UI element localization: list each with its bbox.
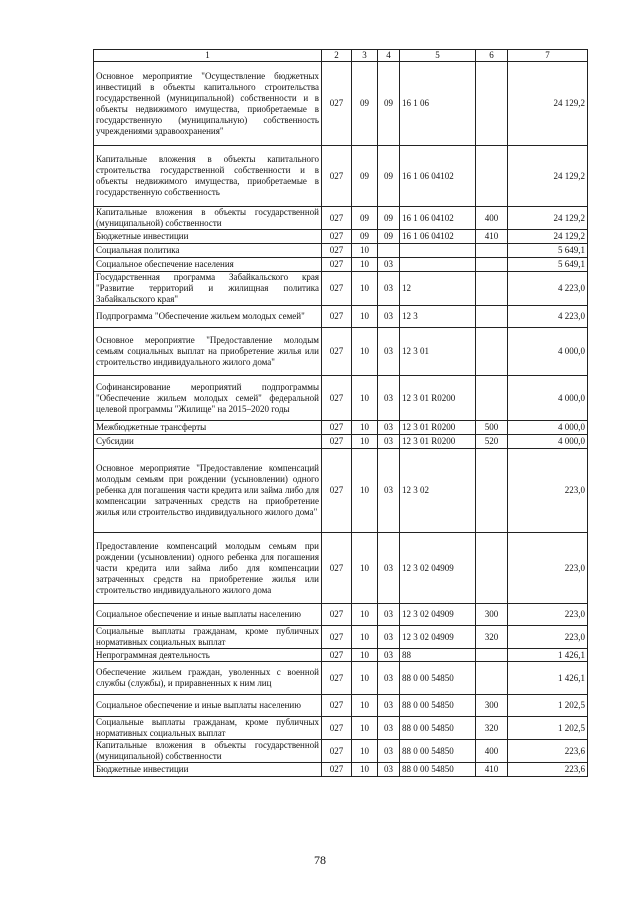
- table-row: [94, 207, 588, 230]
- table-row: [94, 533, 588, 604]
- cell-amount: 1 202,5: [508, 717, 588, 740]
- table-header-row: [94, 50, 588, 62]
- cell-subsection: 03: [378, 717, 400, 740]
- cell-subsection: 03: [378, 763, 400, 777]
- cell-name: Обеспечение жильем граждан, уволенных с военной службы (службы), и приравненных к ним лиц: [94, 662, 322, 695]
- cell-amount: 24 129,2: [508, 62, 588, 146]
- cell-section: 10: [352, 763, 378, 777]
- table-row: [94, 740, 588, 763]
- cell-name: Межбюджетные трансферты: [94, 421, 322, 435]
- cell-target-item: 88 0 00 54850: [400, 763, 476, 777]
- cell-subsection: 03: [378, 421, 400, 435]
- cell-amount: 1 202,5: [508, 695, 588, 717]
- cell-section: 10: [352, 449, 378, 533]
- cell-admin-code: 027: [322, 717, 352, 740]
- cell-target-item: 12 3 01 R0200: [400, 376, 476, 421]
- cell-expense-type: 300: [476, 604, 508, 626]
- cell-amount: 24 129,2: [508, 230, 588, 244]
- cell-expense-type: [476, 328, 508, 376]
- cell-name: Основное мероприятие "Предоставление молодым семьям социальных выплат на приобретение жилья или строительство индивидуального жилого дома": [94, 328, 322, 376]
- cell-expense-type: [476, 533, 508, 604]
- cell-subsection: 09: [378, 62, 400, 146]
- header-col-2: 2: [322, 50, 352, 62]
- cell-subsection: 03: [378, 258, 400, 272]
- cell-section: 10: [352, 421, 378, 435]
- cell-name: Капитальные вложения в объекты государственной (муниципальной) собственности: [94, 207, 322, 230]
- cell-target-item: 12 3 02: [400, 449, 476, 533]
- cell-subsection: 03: [378, 272, 400, 306]
- cell-expense-type: [476, 244, 508, 258]
- table-row: [94, 328, 588, 376]
- cell-subsection: 03: [378, 662, 400, 695]
- cell-admin-code: 027: [322, 763, 352, 777]
- cell-amount: 1 426,1: [508, 662, 588, 695]
- cell-subsection: 09: [378, 207, 400, 230]
- cell-name: Основное мероприятие "Предоставление компенсаций молодым семьям при рождении (усыновлении) одного ребенка для погашения части кредита или займа либо для компенсации затраченных средств на приобретение жилья или строительство индивидуального жилого дома": [94, 449, 322, 533]
- table-row: [94, 244, 588, 258]
- cell-amount: 24 129,2: [508, 146, 588, 207]
- cell-section: 10: [352, 649, 378, 662]
- cell-target-item: 16 1 06: [400, 62, 476, 146]
- cell-amount: 223,0: [508, 604, 588, 626]
- cell-expense-type: [476, 662, 508, 695]
- cell-section: 10: [352, 717, 378, 740]
- cell-target-item: 88: [400, 649, 476, 662]
- cell-admin-code: 027: [322, 626, 352, 649]
- table-row: [94, 604, 588, 626]
- cell-target-item: [400, 244, 476, 258]
- cell-name: Социальные выплаты гражданам, кроме публичных нормативных социальных выплат: [94, 626, 322, 649]
- budget-table: [93, 49, 588, 777]
- cell-admin-code: 027: [322, 604, 352, 626]
- cell-admin-code: 027: [322, 146, 352, 207]
- cell-name: Бюджетные инвестиции: [94, 230, 322, 244]
- cell-section: 10: [352, 328, 378, 376]
- cell-amount: 4 223,0: [508, 272, 588, 306]
- cell-expense-type: [476, 146, 508, 207]
- cell-name: Основное мероприятие "Осуществление бюджетных инвестиций в объекты капитального строительства государственной (муниципальной) собственности и в объекты недвижимого имущества, приобретаемые в государственную (муниципальную) собственность учреждениями здравоохранения": [94, 62, 322, 146]
- cell-expense-type: 410: [476, 763, 508, 777]
- cell-subsection: 03: [378, 533, 400, 604]
- cell-expense-type: 410: [476, 230, 508, 244]
- cell-amount: 4 000,0: [508, 376, 588, 421]
- cell-name: Государственная программа Забайкальского края "Развитие территорий и жилищная политика Забайкальского края": [94, 272, 322, 306]
- cell-admin-code: 027: [322, 662, 352, 695]
- cell-amount: 5 649,1: [508, 258, 588, 272]
- cell-name: Социальное обеспечение и иные выплаты населению: [94, 604, 322, 626]
- cell-target-item: 88 0 00 54850: [400, 717, 476, 740]
- cell-section: 10: [352, 258, 378, 272]
- table-row: [94, 272, 588, 306]
- cell-subsection: 03: [378, 435, 400, 449]
- cell-name: Субсидии: [94, 435, 322, 449]
- cell-expense-type: 300: [476, 695, 508, 717]
- table-row: [94, 230, 588, 244]
- cell-amount: 223,0: [508, 626, 588, 649]
- cell-target-item: 12 3 02 04909: [400, 533, 476, 604]
- cell-subsection: 03: [378, 604, 400, 626]
- table-row: [94, 258, 588, 272]
- cell-amount: 223,0: [508, 449, 588, 533]
- table-row: [94, 695, 588, 717]
- cell-name: Социальное обеспечение и иные выплаты населению: [94, 695, 322, 717]
- cell-name: Социальное обеспечение населения: [94, 258, 322, 272]
- cell-subsection: 09: [378, 146, 400, 207]
- cell-section: 10: [352, 626, 378, 649]
- table-row: [94, 62, 588, 146]
- page-number: 78: [314, 853, 326, 867]
- cell-section: 09: [352, 230, 378, 244]
- cell-expense-type: [476, 62, 508, 146]
- cell-admin-code: 027: [322, 649, 352, 662]
- cell-amount: 223,6: [508, 763, 588, 777]
- cell-subsection: 03: [378, 695, 400, 717]
- cell-subsection: 03: [378, 328, 400, 376]
- cell-subsection: [378, 244, 400, 258]
- cell-target-item: 16 1 06 04102: [400, 230, 476, 244]
- cell-section: 10: [352, 695, 378, 717]
- cell-section: 10: [352, 244, 378, 258]
- header-col-4: 4: [378, 50, 400, 62]
- table-row: [94, 306, 588, 328]
- cell-section: 10: [352, 533, 378, 604]
- table-row: [94, 421, 588, 435]
- cell-amount: 1 426,1: [508, 649, 588, 662]
- cell-expense-type: [476, 272, 508, 306]
- cell-expense-type: 320: [476, 717, 508, 740]
- cell-target-item: [400, 258, 476, 272]
- cell-section: 09: [352, 146, 378, 207]
- cell-name: Социальные выплаты гражданам, кроме публичных нормативных социальных выплат: [94, 717, 322, 740]
- cell-section: 10: [352, 662, 378, 695]
- cell-admin-code: 027: [322, 244, 352, 258]
- cell-admin-code: 027: [322, 449, 352, 533]
- cell-target-item: 12 3 01 R0200: [400, 435, 476, 449]
- cell-admin-code: 027: [322, 740, 352, 763]
- cell-admin-code: 027: [322, 62, 352, 146]
- cell-expense-type: 320: [476, 626, 508, 649]
- cell-section: 10: [352, 604, 378, 626]
- cell-admin-code: 027: [322, 207, 352, 230]
- cell-amount: 4 223,0: [508, 306, 588, 328]
- cell-admin-code: 027: [322, 435, 352, 449]
- header-col-7: 7: [508, 50, 588, 62]
- cell-amount: 223,6: [508, 740, 588, 763]
- cell-target-item: 12: [400, 272, 476, 306]
- cell-expense-type: 500: [476, 421, 508, 435]
- cell-subsection: 09: [378, 230, 400, 244]
- cell-subsection: 03: [378, 740, 400, 763]
- cell-expense-type: [476, 306, 508, 328]
- cell-expense-type: [476, 376, 508, 421]
- cell-name: Непрограммная деятельность: [94, 649, 322, 662]
- cell-section: 10: [352, 376, 378, 421]
- cell-expense-type: 400: [476, 740, 508, 763]
- cell-section: 10: [352, 435, 378, 449]
- cell-admin-code: 027: [322, 376, 352, 421]
- cell-amount: 4 000,0: [508, 328, 588, 376]
- cell-name: Бюджетные инвестиции: [94, 763, 322, 777]
- cell-subsection: 03: [378, 306, 400, 328]
- header-col-5: 5: [400, 50, 476, 62]
- cell-amount: 4 000,0: [508, 435, 588, 449]
- cell-admin-code: 027: [322, 272, 352, 306]
- cell-target-item: 12 3 01 R0200: [400, 421, 476, 435]
- cell-expense-type: [476, 649, 508, 662]
- header-col-6: 6: [476, 50, 508, 62]
- cell-admin-code: 027: [322, 306, 352, 328]
- cell-target-item: 88 0 00 54850: [400, 662, 476, 695]
- cell-admin-code: 027: [322, 421, 352, 435]
- cell-target-item: 12 3 02 04909: [400, 604, 476, 626]
- cell-section: 10: [352, 272, 378, 306]
- cell-expense-type: 400: [476, 207, 508, 230]
- cell-amount: 223,0: [508, 533, 588, 604]
- cell-expense-type: [476, 258, 508, 272]
- cell-admin-code: 027: [322, 328, 352, 376]
- cell-subsection: 03: [378, 626, 400, 649]
- cell-name: Софинансирование мероприятий подпрограммы "Обеспечение жильем молодых семей" федеральной целевой программы "Жилище" на 2015–2020 годы: [94, 376, 322, 421]
- cell-admin-code: 027: [322, 695, 352, 717]
- table-row: [94, 649, 588, 662]
- cell-section: 10: [352, 740, 378, 763]
- cell-target-item: 88 0 00 54850: [400, 695, 476, 717]
- table-row: [94, 763, 588, 777]
- cell-subsection: 03: [378, 649, 400, 662]
- table-row: [94, 449, 588, 533]
- cell-admin-code: 027: [322, 533, 352, 604]
- cell-name: Капитальные вложения в объекты капитального строительства государственной собственности и в объекты недвижимого имущества, приобретаемые в государственную собственность: [94, 146, 322, 207]
- cell-target-item: 12 3: [400, 306, 476, 328]
- cell-amount: 4 000,0: [508, 421, 588, 435]
- cell-target-item: 12 3 01: [400, 328, 476, 376]
- table-row: [94, 376, 588, 421]
- cell-name: Социальная политика: [94, 244, 322, 258]
- cell-section: 09: [352, 62, 378, 146]
- cell-amount: 24 129,2: [508, 207, 588, 230]
- table-row: [94, 626, 588, 649]
- cell-amount: 5 649,1: [508, 244, 588, 258]
- cell-subsection: 03: [378, 376, 400, 421]
- cell-target-item: 12 3 02 04909: [400, 626, 476, 649]
- table-row: [94, 662, 588, 695]
- cell-name: Предоставление компенсаций молодым семьям при рождении (усыновлении) одного ребенка для погашения части кредита или займа либо для компенсации затраченных средств на приобретение жилья или строительство индивидуального жилого дома: [94, 533, 322, 604]
- cell-section: 10: [352, 306, 378, 328]
- cell-name: Подпрограмма "Обеспечение жильем молодых семей": [94, 306, 322, 328]
- cell-admin-code: 027: [322, 258, 352, 272]
- table-row: [94, 717, 588, 740]
- cell-target-item: 16 1 06 04102: [400, 146, 476, 207]
- cell-admin-code: 027: [322, 230, 352, 244]
- header-col-3: 3: [352, 50, 378, 62]
- cell-target-item: 16 1 06 04102: [400, 207, 476, 230]
- table-row: [94, 146, 588, 207]
- header-col-1: 1: [94, 50, 322, 62]
- cell-name: Капитальные вложения в объекты государственной (муниципальной) собственности: [94, 740, 322, 763]
- cell-target-item: 88 0 00 54850: [400, 740, 476, 763]
- cell-section: 09: [352, 207, 378, 230]
- cell-expense-type: [476, 449, 508, 533]
- cell-expense-type: 520: [476, 435, 508, 449]
- cell-subsection: 03: [378, 449, 400, 533]
- table-row: [94, 435, 588, 449]
